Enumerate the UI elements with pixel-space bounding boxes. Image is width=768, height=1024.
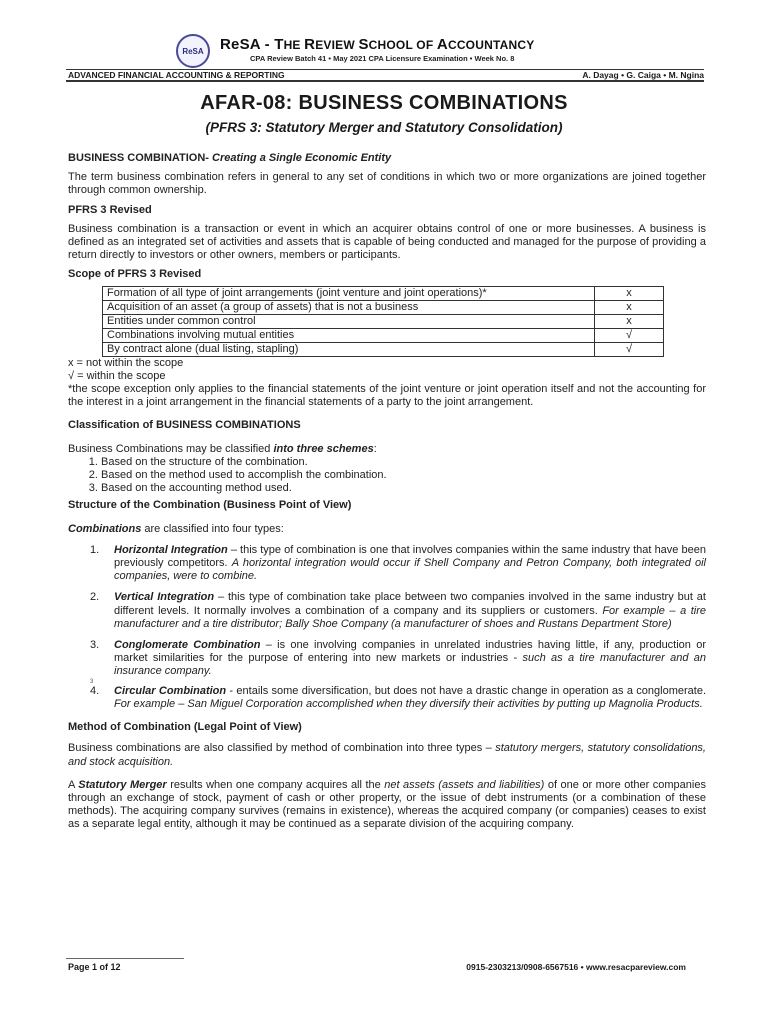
list-item: 2. Vertical Integration – this type of combination take place between two companies involved in the same industry but at different levels. It normally involves a combination of a company and its suppliers or customers. For example – a tire manufacturer and a tire distributor; Bally Shoe Company (a manufacturer of shoes and Rustans Department Store) bbox=[90, 591, 706, 630]
authors-label: A. Dayag • G. Caiga • M. Ngina bbox=[582, 70, 704, 80]
page-number: Page 1 of 12 bbox=[68, 962, 121, 972]
list-item: 1. Horizontal Integration – this type of combination is one that involves companies within the same industry that have been previously competitors. A horizontal integration would occur if Shell Company and Petron Company, both integrated oil companies, were to combine. bbox=[90, 543, 706, 583]
section-heading: Classification of BUSINESS COMBINATIONS bbox=[68, 419, 301, 432]
table-row: By contract alone (dual listing, stapling) √ bbox=[103, 342, 664, 356]
table-row: Formation of all type of joint arrangements (joint venture and joint operations)* x bbox=[103, 286, 664, 300]
batch-line: CPA Review Batch 41 • May 2021 CPA Licensure Examination • Week No. 8 bbox=[250, 54, 515, 63]
list-item: 3. Based on the accounting method used. bbox=[101, 482, 706, 495]
paragraph: The term business combination refers in general to any set of conditions in which two or more organizations are joined together through common ownership. bbox=[68, 171, 706, 197]
section-heading: Method of Combination (Legal Point of View) bbox=[68, 721, 302, 734]
section-heading: Structure of the Combination (Business Point of View) bbox=[68, 499, 352, 512]
footer-rule bbox=[66, 958, 184, 959]
paragraph: Business combinations are also classified by method of combination into three types – statutory mergers, statutory consolidations, and stock acquisition. bbox=[68, 742, 706, 768]
section-heading: BUSINESS COMBINATION- Creating a Single Economic Entity bbox=[68, 152, 392, 164]
paragraph: A Statutory Merger results when one company acquires all the net assets (assets and liabilities) of one or more other companies through an exchange of stock, payment of cash or other property, or the issue of debt instruments (or a combination of these methods). The acquiring company survives (remains in existence), whereas the acquired company (or companies) ceases to exist as a separate legal entity, although it may be continued as a separate division of the acquiring company. bbox=[68, 778, 706, 831]
table-row: Combinations involving mutual entities √ bbox=[103, 328, 664, 342]
legend-check: √ = within the scope bbox=[68, 369, 166, 382]
list-item: 1. Based on the structure of the combination. bbox=[101, 456, 706, 469]
legend-x: x = not within the scope bbox=[68, 356, 184, 369]
paragraph: Business combination is a transaction or event in which an acquirer obtains control of one or more businesses. A business is defined as an integrated set of activities and assets that is capable of being conducted and managed for the purpose of providing a return directly to investors or other owners, members or participants. bbox=[68, 222, 706, 262]
paragraph: Business Combinations may be classified into three schemes: bbox=[68, 442, 377, 455]
subject-label: ADVANCED FINANCIAL ACCOUNTING & REPORTING bbox=[68, 70, 285, 80]
header-rule-bottom bbox=[66, 80, 704, 82]
contact-info: 0915-2303213/0908-6567516 • www.resacpareview.com bbox=[466, 962, 686, 972]
list-item: 2. Based on the method used to accomplish the combination. bbox=[101, 469, 706, 482]
section-heading: Scope of PFRS 3 Revised bbox=[68, 268, 202, 281]
resa-logo: ReSA bbox=[176, 34, 210, 68]
school-name: ReSA - THE REVIEW SCHOOL OF ACCOUNTANCY bbox=[220, 36, 535, 53]
table-row: Acquisition of an asset (a group of assets) that is not a business x bbox=[103, 300, 664, 314]
stray-mark: 3 bbox=[90, 678, 94, 685]
section-heading: PFRS 3 Revised bbox=[68, 203, 152, 216]
combination-types bbox=[68, 544, 706, 711]
paragraph: Combinations are classified into four types: bbox=[68, 522, 284, 535]
table-row: Entities under common control x bbox=[103, 314, 664, 328]
list-item: 3. Conglomerate Combination – is one involving companies in unrelated industries having little, if any, production or market similarities for the purpose of entering into new markets or industries - such as a tire manufacturer and an insurance company. bbox=[90, 639, 707, 678]
letterhead bbox=[176, 34, 596, 74]
list-item: 4. Circular Combination - entails some diversification, but does not have a drastic change in operation as a conglomerate. For example – San Miguel Corporation accomplished when they diversify their activities by putting up Magnolia Products. bbox=[90, 684, 707, 710]
page-title: AFAR-08: BUSINESS COMBINATIONS bbox=[200, 92, 568, 114]
classification-list bbox=[68, 456, 706, 496]
scope-note: *the scope exception only applies to the financial statements of the joint venture or joint operation itself and not the accounting for the interest in a joint arrangement in the financial statements of a party to the joint arrangement. bbox=[68, 383, 706, 409]
scope-table bbox=[102, 286, 664, 357]
document-body bbox=[68, 152, 706, 832]
page-subtitle: (PFRS 3: Statutory Merger and Statutory Consolidation) bbox=[205, 120, 563, 135]
